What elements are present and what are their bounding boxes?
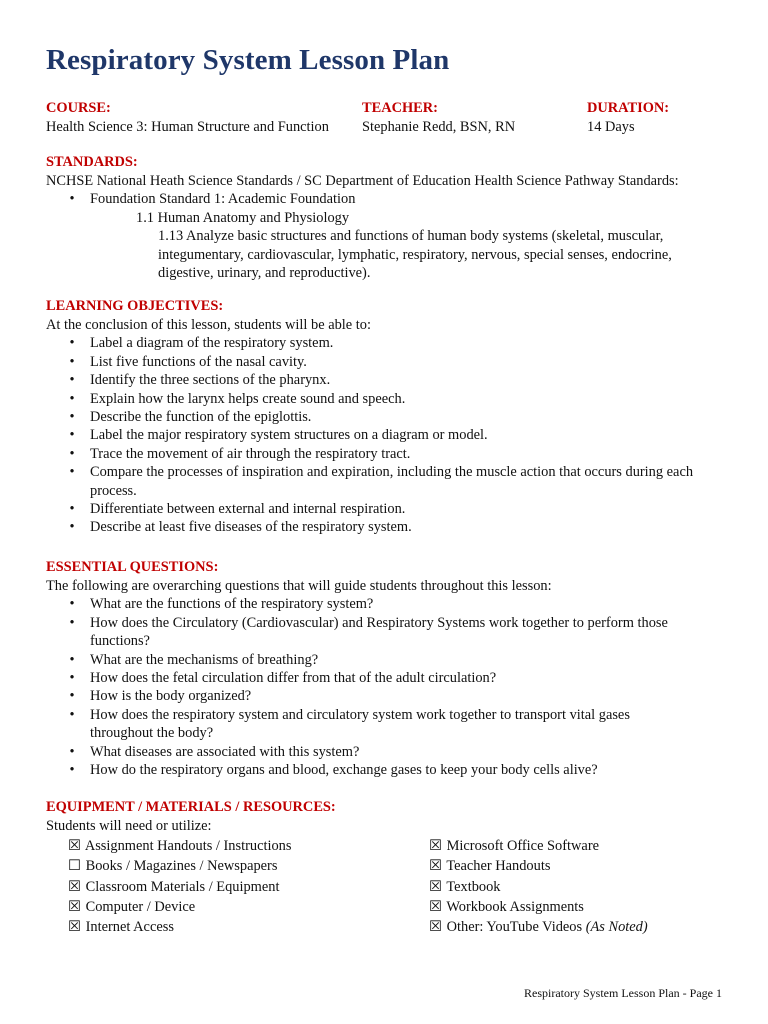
objectives-list [46, 334, 736, 536]
checklist-item: ☒ Computer / Device [68, 897, 291, 917]
standards-heading: STANDARDS: [46, 154, 138, 170]
equipment-column-right [429, 836, 648, 937]
list-item: • What are the functions of the respiratory system? [46, 595, 736, 613]
list-item: • Explain how the larynx helps create sound and speech. [46, 390, 736, 408]
bullet-icon: • [69, 519, 75, 536]
bullet-icon: • [69, 743, 75, 760]
equipment-section [46, 798, 736, 835]
checkbox-icon: ☒ [68, 919, 81, 936]
checklist-item: ☒ Internet Access [68, 917, 291, 937]
checklist-item: ☒ Classroom Materials / Equipment [68, 877, 291, 897]
questions-list [46, 595, 736, 779]
page-title: Respiratory System Lesson Plan [46, 44, 450, 76]
bullet-icon: • [69, 335, 75, 352]
checklist-item: ☐ Books / Magazines / Newspapers [68, 856, 291, 876]
checklist-item: ☒ Microsoft Office Software [429, 836, 648, 856]
standards-sub2-line1: 1.13 Analyze basic structures and functions of human body systems (skeletal, muscular, [158, 228, 664, 245]
bullet-icon: • [69, 427, 75, 444]
duration-label: DURATION: [587, 100, 670, 116]
list-item: • How does the Circulatory (Cardiovascular) and Respiratory Systems work together to perform those functions? [46, 614, 736, 651]
questions-intro: The following are overarching questions that will guide students throughout this lesson: [46, 578, 552, 594]
list-item: • How do the respiratory organs and blood, exchange gases to keep your body cells alive? [46, 761, 736, 779]
bullet-icon: • [69, 445, 75, 462]
objectives-section [46, 297, 736, 537]
objectives-heading: LEARNING OBJECTIVES: [46, 298, 224, 314]
bullet-icon: • [69, 706, 75, 723]
checklist-item: ☒ Teacher Handouts [429, 856, 648, 876]
bullet-icon: • [69, 596, 75, 613]
standards-sub1: 1.1 Human Anatomy and Physiology [136, 209, 350, 226]
checklist-item: ☒ Textbook [429, 877, 648, 897]
list-item: • What diseases are associated with this system? [46, 743, 736, 761]
list-item: • How does the respiratory system and circulatory system work together to transport vital gases throughout the body? [46, 706, 736, 743]
list-item: • How does the fetal circulation differ from that of the adult circulation? [46, 669, 736, 687]
duration-value: 14 Days [587, 119, 635, 135]
bullet-icon: • [69, 762, 75, 779]
checklist-item: ☒ Assignment Handouts / Instructions [68, 836, 291, 856]
questions-heading: ESSENTIAL QUESTIONS: [46, 559, 219, 575]
list-item: • How is the body organized? [46, 687, 736, 705]
duration-block [587, 99, 669, 136]
course-value: Health Science 3: Human Structure and Function [46, 119, 329, 135]
checkbox-icon: ☒ [68, 898, 81, 915]
list-item: • Describe at least five diseases of the respiratory system. [46, 518, 736, 536]
checkbox-icon: ☒ [68, 838, 81, 854]
checkbox-icon: ☐ [68, 858, 81, 875]
list-item: • Trace the movement of air through the respiratory tract. [46, 445, 736, 463]
standards-sub2-line2: integumentary, cardiovascular, lymphatic, respiratory, nervous, special senses, endocrine, [158, 246, 672, 263]
teacher-label: TEACHER: [362, 100, 438, 116]
teacher-value: Stephanie Redd, BSN, RN [362, 119, 516, 135]
standards-intro: NCHSE National Heath Science Standards / SC Department of Education Health Science Pathway Standards: [46, 173, 679, 189]
course-label: COURSE: [46, 100, 111, 116]
questions-section [46, 558, 736, 779]
checkbox-icon: ☒ [429, 858, 442, 875]
list-item: • Foundation Standard 1: Academic Foundation [46, 190, 736, 208]
list-item: • Compare the processes of inspiration and expiration, including the muscle action that occurs during each process. [46, 463, 736, 500]
equipment-column-left [68, 836, 291, 937]
checklist-item: ☒ Other: YouTube Videos (As Noted) [429, 917, 648, 937]
bullet-icon: • [69, 372, 75, 389]
bullet-icon: • [69, 670, 75, 687]
list-item: • What are the mechanisms of breathing? [46, 651, 736, 669]
bullet-icon: • [69, 390, 75, 407]
bullet-icon: • [69, 464, 75, 481]
list-item: • Identify the three sections of the pharynx. [46, 371, 736, 389]
list-item: • Label the major respiratory system structures on a diagram or model. [46, 426, 736, 444]
checkbox-icon: ☒ [68, 878, 81, 895]
bullet-icon: • [69, 614, 75, 631]
standards-sub2-line3: digestive, urinary, and reproductive). [158, 265, 371, 282]
bullet-icon: • [69, 501, 75, 518]
checkbox-icon: ☒ [429, 878, 442, 895]
list-item: • Describe the function of the epiglottis. [46, 408, 736, 426]
other-note: (As Noted) [585, 919, 648, 936]
checkbox-icon: ☒ [429, 838, 442, 854]
bullet-icon: • [69, 191, 75, 208]
bullet-icon: • [69, 353, 75, 370]
teacher-block [362, 99, 515, 136]
standards-section [46, 153, 736, 282]
bullet-icon: • [69, 688, 75, 705]
checklist-item: ☒ Workbook Assignments [429, 897, 648, 917]
page-footer: Respiratory System Lesson Plan - Page 1 [524, 986, 722, 1000]
course-block [46, 99, 329, 136]
bullet-icon: • [69, 651, 75, 668]
checkbox-icon: ☒ [429, 898, 442, 915]
objectives-intro: At the conclusion of this lesson, students will be able to: [46, 317, 371, 333]
list-item: • Label a diagram of the respiratory system. [46, 334, 736, 352]
equipment-heading: EQUIPMENT / MATERIALS / RESOURCES: [46, 799, 336, 815]
checkbox-icon: ☒ [429, 919, 442, 936]
bullet-icon: • [69, 409, 75, 426]
list-item: • List five functions of the nasal cavity. [46, 353, 736, 371]
equipment-intro: Students will need or utilize: [46, 818, 212, 834]
list-item: • Differentiate between external and internal respiration. [46, 500, 736, 518]
